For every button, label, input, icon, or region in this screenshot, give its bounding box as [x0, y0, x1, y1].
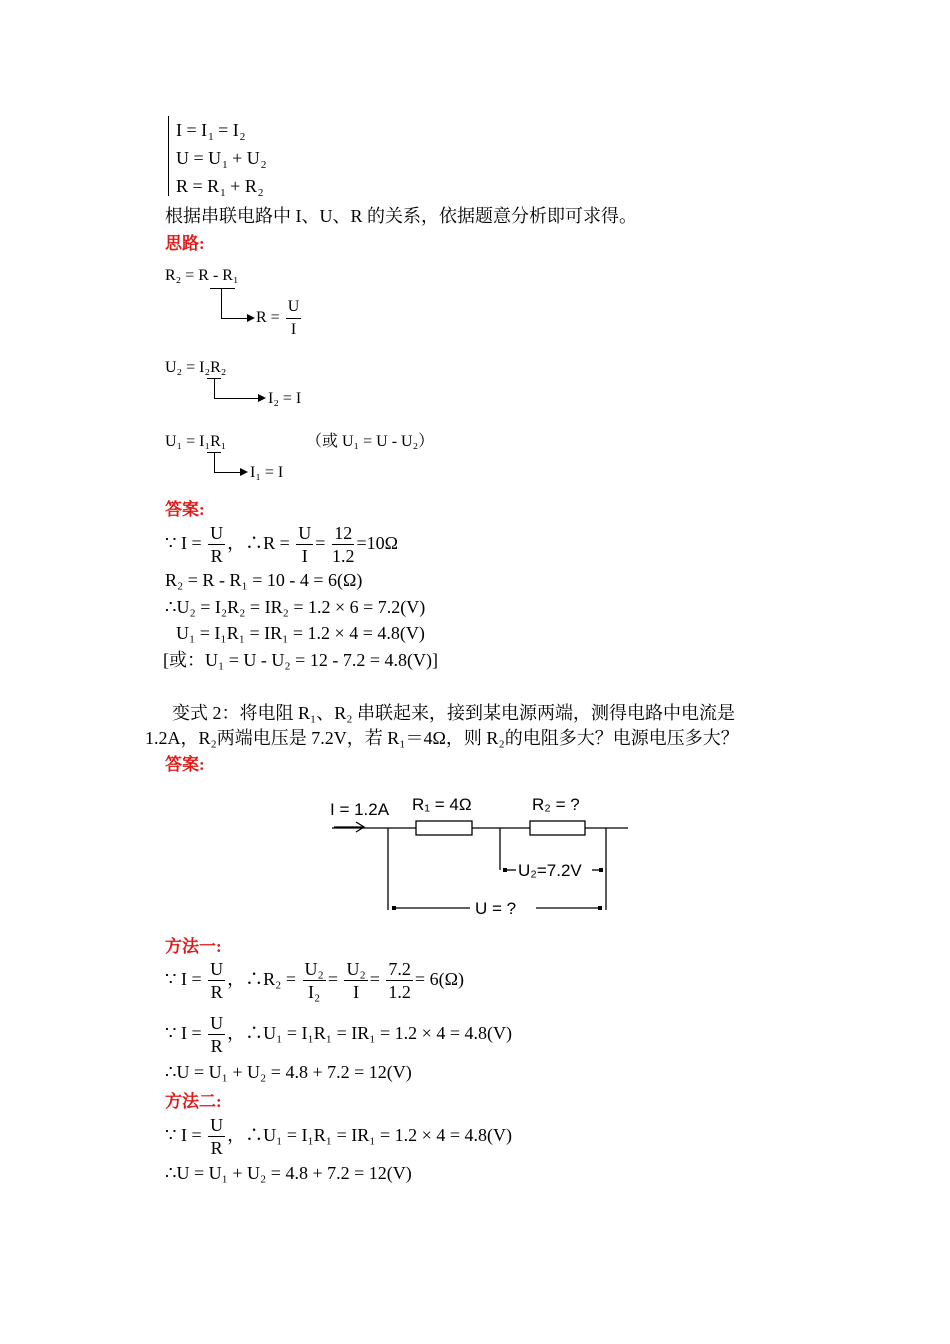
thinking-r-formula: R = $\frac{U}{I}$ — [256, 296, 303, 341]
method1-line-3: ∴U = U₁ + U₂ = 4.8 + 7.2 = 12(V) — [165, 1062, 412, 1082]
thinking-connector-r — [221, 288, 222, 318]
answer-label: 答案: — [165, 500, 205, 519]
method2-label: 方法二: — [165, 1092, 222, 1111]
method1-line-2: ∵ I = $\frac{U}{R}$ ，∴U₁ = I₁R₁ = IR₁ = 1.2 × 4 = 4.8(V) — [165, 1013, 512, 1057]
system-brace — [168, 116, 175, 196]
thinking-u-over-i: $\frac{U}{I}$ — [287, 298, 300, 338]
answer-line-5: [或：U₁ = U - U₂ = 12 - 7.2 = 4.8(V)] — [163, 650, 438, 670]
answer-line-1: ∵ I = $\frac{U}{R}$ ，∴R = $\frac{U}{I}$ = $\frac{12}{1.2}$ =10Ω — [165, 523, 398, 567]
circuit-label-r2: R₂ = ? — [532, 795, 580, 814]
method2-line-1: ∵ I = $\frac{U}{R}$ ，∴U₁ = I₁R₁ = IR₁ = 1.2 × 4 = 4.8(V) — [165, 1115, 512, 1159]
circuit-label-u: U = ? — [475, 899, 517, 918]
method1-u2-over-i2: $\frac{\text{U₂}}{\text{I₂}}$ — [304, 959, 324, 1003]
answer-u-over-i: $\frac{U}{I}$ — [298, 523, 312, 567]
circuit-u2-tick-right — [599, 868, 603, 872]
answer2-label: 答案: — [165, 755, 205, 774]
thinking-arrow-i2 — [214, 398, 259, 399]
circuit-u-tick-left — [392, 906, 396, 910]
thinking-connector-i1 — [214, 452, 215, 472]
answer-12-over-1-2: $\frac{12}{1.2}$ — [331, 523, 355, 567]
answer-line-4: U₁ = I₁R₁ = IR₁ = 1.2 × 4 = 4.8(V) — [176, 623, 425, 643]
circuit-label-current: I = 1.2A — [330, 800, 390, 819]
circuit-label-u2: U₂=7.2V — [518, 861, 582, 880]
method1-u2-over-i: $\frac{\text{U₂}}{I}$ — [346, 959, 366, 1003]
system-eq-current: $I = I_1 = I_2$ — [176, 120, 246, 143]
thinking-connector-i2 — [214, 378, 215, 398]
variant-line-1: 变式 2：将电阻 R₁、R₂ 串联起来，接到某电源两端，测得电路中电流是 — [172, 703, 736, 723]
method1-line-1: ∵ I = $\frac{U}{R}$ ，∴R₂ = $\frac{\text{U₂}}{\text{I₂}}$ = $\frac{\text{U₂}}{I}$ = $\frac{7.2}{1.2}$ = 6(Ω) — [165, 959, 464, 1003]
circuit-resistor-r1 — [416, 821, 472, 835]
answer-u-over-r: $\frac{U}{R}$ — [210, 523, 224, 567]
thinking-u1-alt: （或 U₁ = U - U₂） — [306, 433, 435, 450]
thinking-u2-line: U₂ = I₂R₂ — [165, 359, 227, 376]
method1-u-over-r-2: $\frac{U}{R}$ — [210, 1013, 224, 1057]
answer-line-3: ∴U₂ = I₂R₂ = IR₂ = 1.2 × 6 = 7.2(V) — [165, 597, 426, 617]
circuit-u-tick-right — [598, 906, 602, 910]
thinking-arrow-r — [221, 318, 249, 319]
circuit-resistor-r2 — [530, 821, 585, 835]
thinking-label: 思路: — [165, 234, 205, 253]
thinking-arrow-i1 — [214, 472, 242, 473]
answer-line-2: R₂ = R - R₁ = 10 - 4 = 6(Ω) — [165, 570, 363, 590]
system-eq-resistance: $R = R_1 + R_2$ — [176, 176, 264, 199]
method1-72-over-12: $\frac{7.2}{1.2}$ — [388, 959, 411, 1003]
circuit-label-r1: R₁ = 4Ω — [412, 795, 472, 814]
thinking-i2-target: I₂ = I — [268, 390, 302, 407]
series-circuit-diagram — [320, 788, 640, 923]
thinking-arrowhead-i2 — [258, 394, 266, 402]
circuit-u2-tick-left — [503, 868, 507, 872]
thinking-underline-r — [210, 288, 235, 289]
intro-text: 根据串联电路中 I、U、R 的关系，依据题意分析即可求得。 — [165, 206, 637, 226]
method1-u-over-r: $\frac{U}{R}$ — [210, 959, 224, 1003]
method2-u-over-r: $\frac{U}{R}$ — [210, 1115, 224, 1159]
method1-label: 方法一: — [165, 937, 222, 956]
thinking-r2-line: R₂ = R - R₁ — [165, 267, 239, 284]
method2-line-2: ∴U = U₁ + U₂ = 4.8 + 7.2 = 12(V) — [165, 1163, 412, 1183]
thinking-u1-line: U₁ = I₁R₁ — [165, 433, 227, 450]
thinking-i1-target: I₁ = I — [250, 464, 284, 481]
thinking-arrowhead-r — [247, 314, 255, 322]
system-eq-voltage: $U = U_1 + U_2$ — [176, 148, 267, 171]
variant-line-2: 1.2A，R₂两端电压是 7.2V，若 R₁＝4Ω，则 R₂的电阻多大？电源电压多大？ — [145, 728, 739, 748]
thinking-arrowhead-i1 — [240, 468, 248, 476]
